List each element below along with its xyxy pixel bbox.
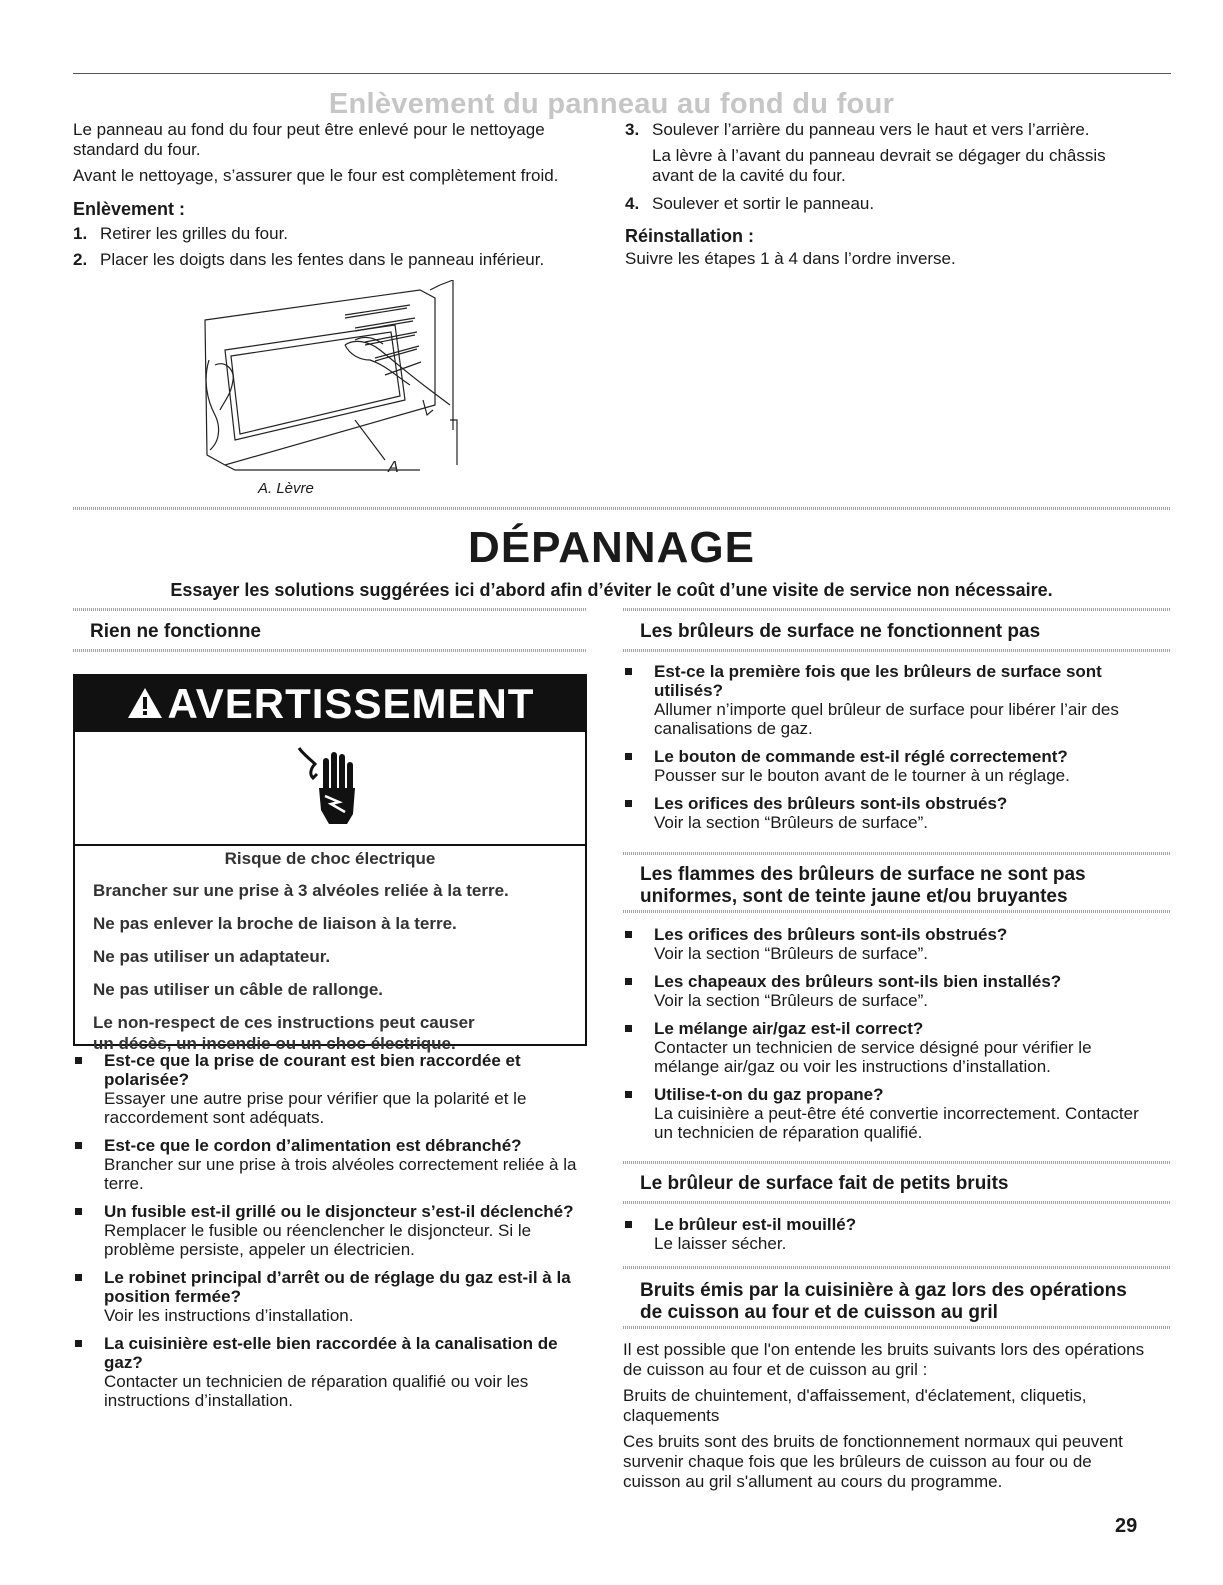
right-faq-list-2 (623, 925, 1143, 1151)
warning-line: Le non-respect de ces instructions peut causer un décès, un incendie ou un choc électrique. (93, 1013, 475, 1053)
noise-paragraph-2: Bruits de chuintement, d'affaissement, d'éclatement, cliquetis, claquements (623, 1386, 1087, 1425)
figure-caption: A. Lèvre (258, 480, 314, 497)
right-heading-4: Bruits émis par la cuisinière à gaz lors des opérations de cuisson au four et de cuisson au gril (640, 1280, 1127, 1323)
step-item: 4. Soulever et sortir le panneau. (625, 194, 875, 213)
warning-line: Ne pas utiliser un adaptateur. (93, 947, 331, 966)
reinstall-text: Suivre les étapes 1 à 4 dans l’ordre inverse. (625, 249, 956, 268)
faq-item: Les orifices des brûleurs sont-ils obstrués? Voir la section “Brûleurs de surface”. (623, 794, 1143, 832)
troubleshooting-title: DÉPANNAGE (468, 523, 755, 572)
left-faq-list (73, 1051, 587, 1419)
section-title: Enlèvement du panneau au fond du four (328, 88, 895, 120)
reinstall-heading: Réinstallation : (625, 226, 755, 246)
intro-paragraph-2: Avant le nettoyage, s’assurer que le four est complètement froid. (73, 166, 559, 185)
left-heading-rule-top (73, 608, 587, 611)
electric-shock-hand-icon (295, 744, 365, 834)
faq-item: Utilise-t-on du gaz propane? La cuisinière a peut-être été convertie incorrectement. Contacter un technicien de réparation qualifié. (623, 1085, 1143, 1142)
page-number: 29 (1115, 1515, 1138, 1537)
faq-item: Est-ce que le cordon d’alimentation est débranché? Brancher sur une prise à trois alvéoles correctement reliée à la terre. (73, 1136, 587, 1193)
section-divider (73, 507, 1171, 510)
right-faq-list-3 (623, 1215, 1143, 1262)
removal-heading: Enlèvement : (73, 199, 186, 219)
top-left-column (73, 120, 593, 276)
faq-item: Le brûleur est-il mouillé? Le laisser sécher. (623, 1215, 1143, 1253)
troubleshooting-subtitle: Essayer les solutions suggérées ici d’abord afin d’éviter le coût d’une visite de service non nécessaire. (170, 580, 1053, 600)
noise-text (623, 1340, 1148, 1492)
oven-panel-illustration (195, 280, 465, 480)
right-heading-1: Les brûleurs de surface ne fonctionnent pas (640, 621, 1041, 642)
top-rule (73, 73, 1171, 74)
warning-line: Ne pas utiliser un câble de rallonge. (93, 980, 384, 999)
right-faq-list-1 (623, 662, 1143, 841)
figure-marker: A (388, 459, 399, 476)
top-right-column (625, 120, 1145, 269)
warning-box (73, 674, 587, 1053)
warning-risk: Risque de choc électrique (224, 849, 436, 868)
step-item: 1. Retirer les grilles du four. (73, 224, 289, 243)
noise-paragraph-3: Ces bruits sont des bruits de fonctionnement normaux qui peuvent survenir chaque fois que les brûleurs de cuisson au four ou de cuisson au gril s'allument au cours du programme. (623, 1432, 1123, 1491)
left-heading-rule-bottom (73, 649, 587, 652)
left-heading: Rien ne fonctionne (90, 621, 261, 642)
noise-paragraph-1: Il est possible que l'on entende les bruits suivants lors des opérations de cuisson au four et de cuisson au gril : (623, 1340, 1145, 1379)
step-item: 2. Placer les doigts dans les fentes dans le panneau inférieur. (73, 250, 545, 269)
faq-item: Le mélange air/gaz est-il correct? Contacter un technicien de service désigné pour vérifier le mélange air/gaz ou voir les instructions d’installation. (623, 1019, 1143, 1076)
right-heading-rule (623, 1201, 1171, 1204)
faq-item: Est-ce que la prise de courant est bien raccordée et polarisée? Essayer une autre prise pour vérifier que la polarité et le raccordement sont adéquats. (73, 1051, 587, 1127)
right-heading-2: Les flammes des brûleurs de surface ne sont pas uniformes, sont de teinte jaune et/ou bruyantes (640, 864, 1086, 907)
faq-item: Le bouton de commande est-il réglé correctement? Pousser sur le bouton avant de le tourner à un réglage. (623, 747, 1143, 785)
right-heading-rule (623, 649, 1171, 652)
faq-item: Le robinet principal d’arrêt ou de réglage du gaz est-il à la position fermée? Voir les instructions d’installation. (73, 1268, 587, 1325)
faq-item: Les chapeaux des brûleurs sont-ils bien installés? Voir la section “Brûleurs de surface”. (623, 972, 1143, 1010)
right-heading-rule (623, 608, 1171, 611)
faq-item: Un fusible est-il grillé ou le disjoncteur s’est-il déclenché? Remplacer le fusible ou réenclencher le disjoncteur. Si le problème persiste, appeler un électricien. (73, 1202, 587, 1259)
warning-line: Brancher sur une prise à 3 alvéoles reliée à la terre. (93, 881, 509, 900)
right-heading-3: Le brûleur de surface fait de petits bruits (640, 1173, 1009, 1194)
right-heading-rule (623, 910, 1171, 913)
right-heading-rule (623, 1161, 1171, 1164)
right-heading-rule (623, 852, 1171, 855)
warning-banner: AVERTISSEMENT (75, 676, 585, 732)
right-heading-rule (623, 1326, 1171, 1329)
warning-triangle-icon (126, 686, 164, 720)
right-heading-rule (623, 1266, 1171, 1269)
faq-item: La cuisinière est-elle bien raccordée à la canalisation de gaz? Contacter un technicien de réparation qualifié ou voir les instructions d’installation. (73, 1334, 587, 1410)
faq-item: Les orifices des brûleurs sont-ils obstrués? Voir la section “Brûleurs de surface”. (623, 925, 1143, 963)
intro-paragraph-1: Le panneau au fond du four peut être enlevé pour le nettoyage standard du four. (73, 120, 545, 159)
removal-steps (73, 224, 593, 270)
step-item: 3. Soulever l’arrière du panneau vers le haut et vers l’arrière. La lèvre à l’avant du panneau devrait se dégager du châssis avant de la cavité du four. (625, 120, 1145, 186)
step-sub-text: La lèvre à l’avant du panneau devrait se dégager du châssis avant de la cavité du four. (652, 146, 1106, 185)
warning-line: Ne pas enlever la broche de liaison à la terre. (93, 914, 457, 933)
faq-item: Est-ce la première fois que les brûleurs de surface sont utilisés? Allumer n’importe quel brûleur de surface pour libérer l’air des canalisations de gaz. (623, 662, 1143, 738)
